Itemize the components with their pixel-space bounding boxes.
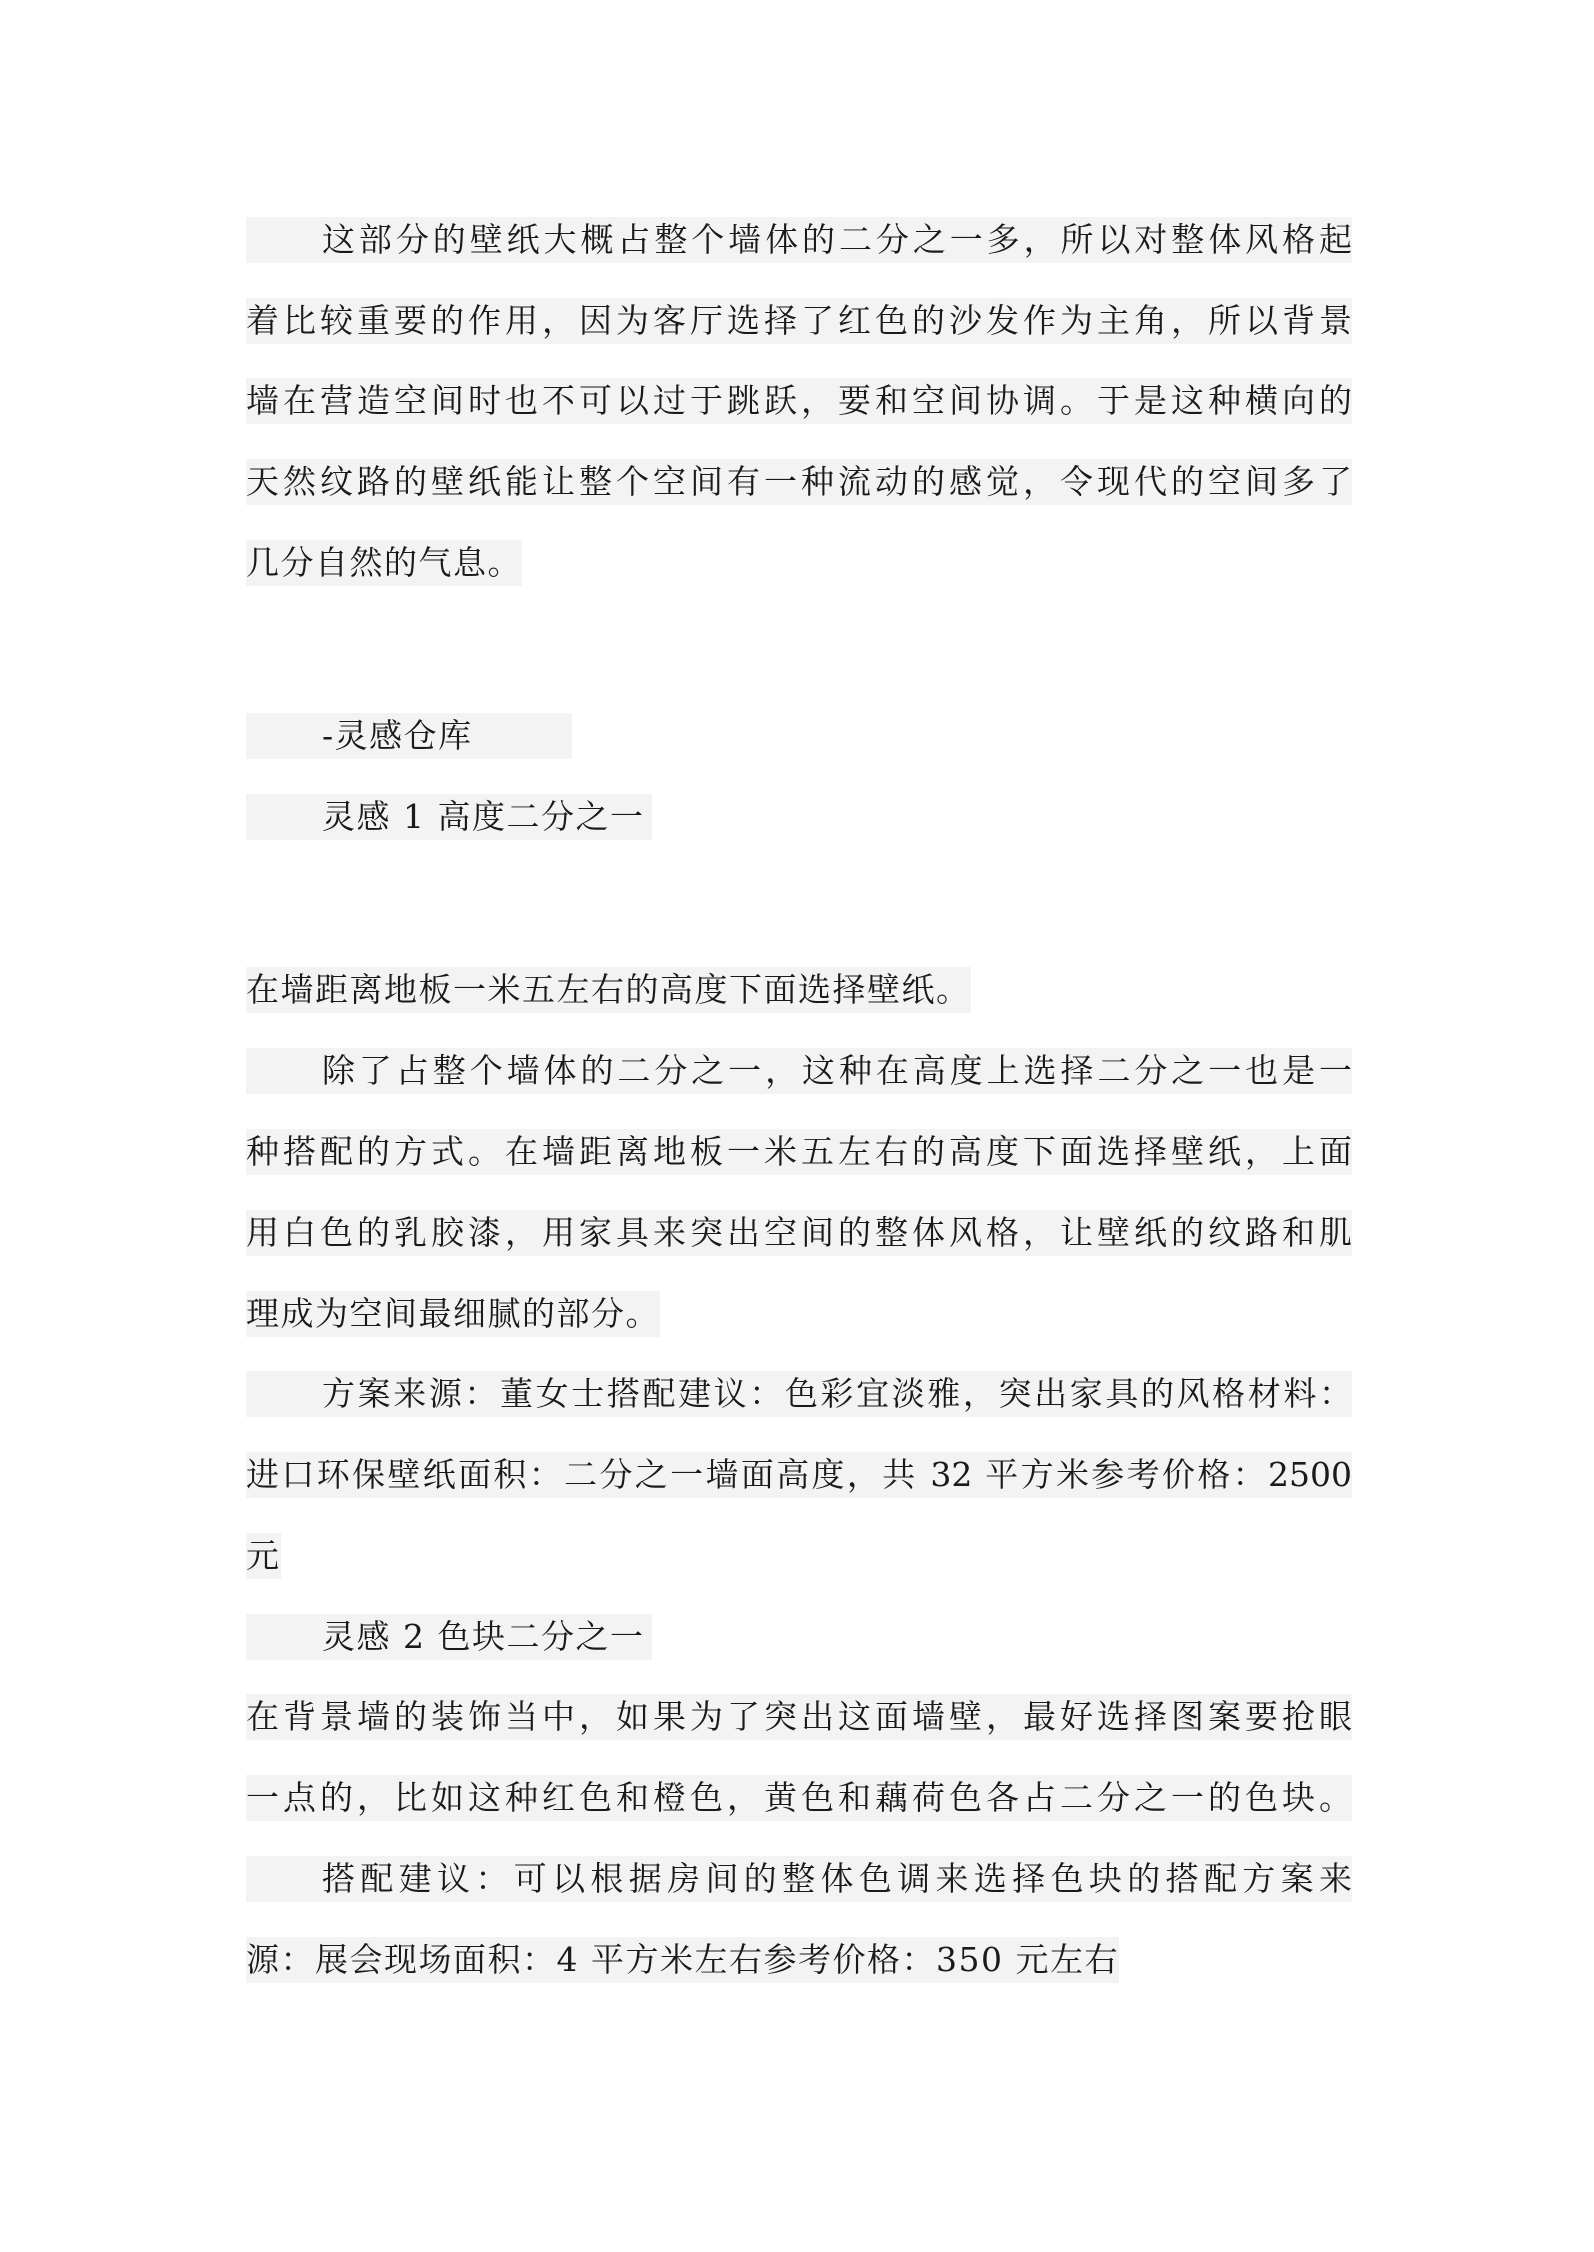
inspiration-1-body-line-4: 理成为空间最细腻的部分。 xyxy=(246,1291,660,1337)
inspiration-2-body-line-2: 一点的，比如这种红色和橙色，黄色和藕荷色各占二分之一的色块。 xyxy=(246,1775,1352,1821)
paragraph-1-line-1: 这部分的壁纸大概占整个墙体的二分之一多，所以对整体风格起 xyxy=(246,217,1352,263)
inspiration-1-details-line-1: 方案来源：董女士搭配建议：色彩宜淡雅，突出家具的风格材料： xyxy=(246,1371,1352,1417)
paragraph-1-line-3: 墙在营造空间时也不可以过于跳跃，要和空间协调。于是这种横向的 xyxy=(246,378,1352,424)
inspiration-1-details-line-2: 进口环保壁纸面积：二分之一墙面高度，共 32 平方米参考价格：2500 xyxy=(246,1452,1352,1498)
inspiration-1-body-line-2: 种搭配的方式。在墙距离地板一米五左右的高度下面选择壁纸，上面 xyxy=(246,1129,1352,1175)
inspiration-2-heading: 灵感 2 色块二分之一 xyxy=(246,1614,652,1660)
inspiration-2-body-line-1: 在背景墙的装饰当中，如果为了突出这面墙壁，最好选择图案要抢眼 xyxy=(246,1694,1352,1740)
paragraph-1-line-5: 几分自然的气息。 xyxy=(246,540,522,586)
inspiration-2-details-line-1: 搭配建议：可以根据房间的整体色调来选择色块的搭配方案来 xyxy=(246,1856,1352,1902)
section-title: -灵感仓库 xyxy=(246,713,572,759)
inspiration-1-body-line-1: 除了占整个墙体的二分之一，这种在高度上选择二分之一也是一 xyxy=(246,1048,1352,1094)
inspiration-1-details-line-3: 元 xyxy=(246,1533,281,1579)
inspiration-1-body-line-3: 用白色的乳胶漆，用家具来突出空间的整体风格，让壁纸的纹路和肌 xyxy=(246,1210,1352,1256)
inspiration-2-details-line-2: 源：展会现场面积：4 平方米左右参考价格：350 元左右 xyxy=(246,1937,1119,1983)
paragraph-1-line-4: 天然纹路的壁纸能让整个空间有一种流动的感觉，令现代的空间多了 xyxy=(246,459,1352,505)
inspiration-1-intro: 在墙距离地板一米五左右的高度下面选择壁纸。 xyxy=(246,967,971,1013)
inspiration-1-heading: 灵感 1 高度二分之一 xyxy=(246,794,652,840)
paragraph-1-line-2: 着比较重要的作用，因为客厅选择了红色的沙发作为主角，所以背景 xyxy=(246,298,1352,344)
